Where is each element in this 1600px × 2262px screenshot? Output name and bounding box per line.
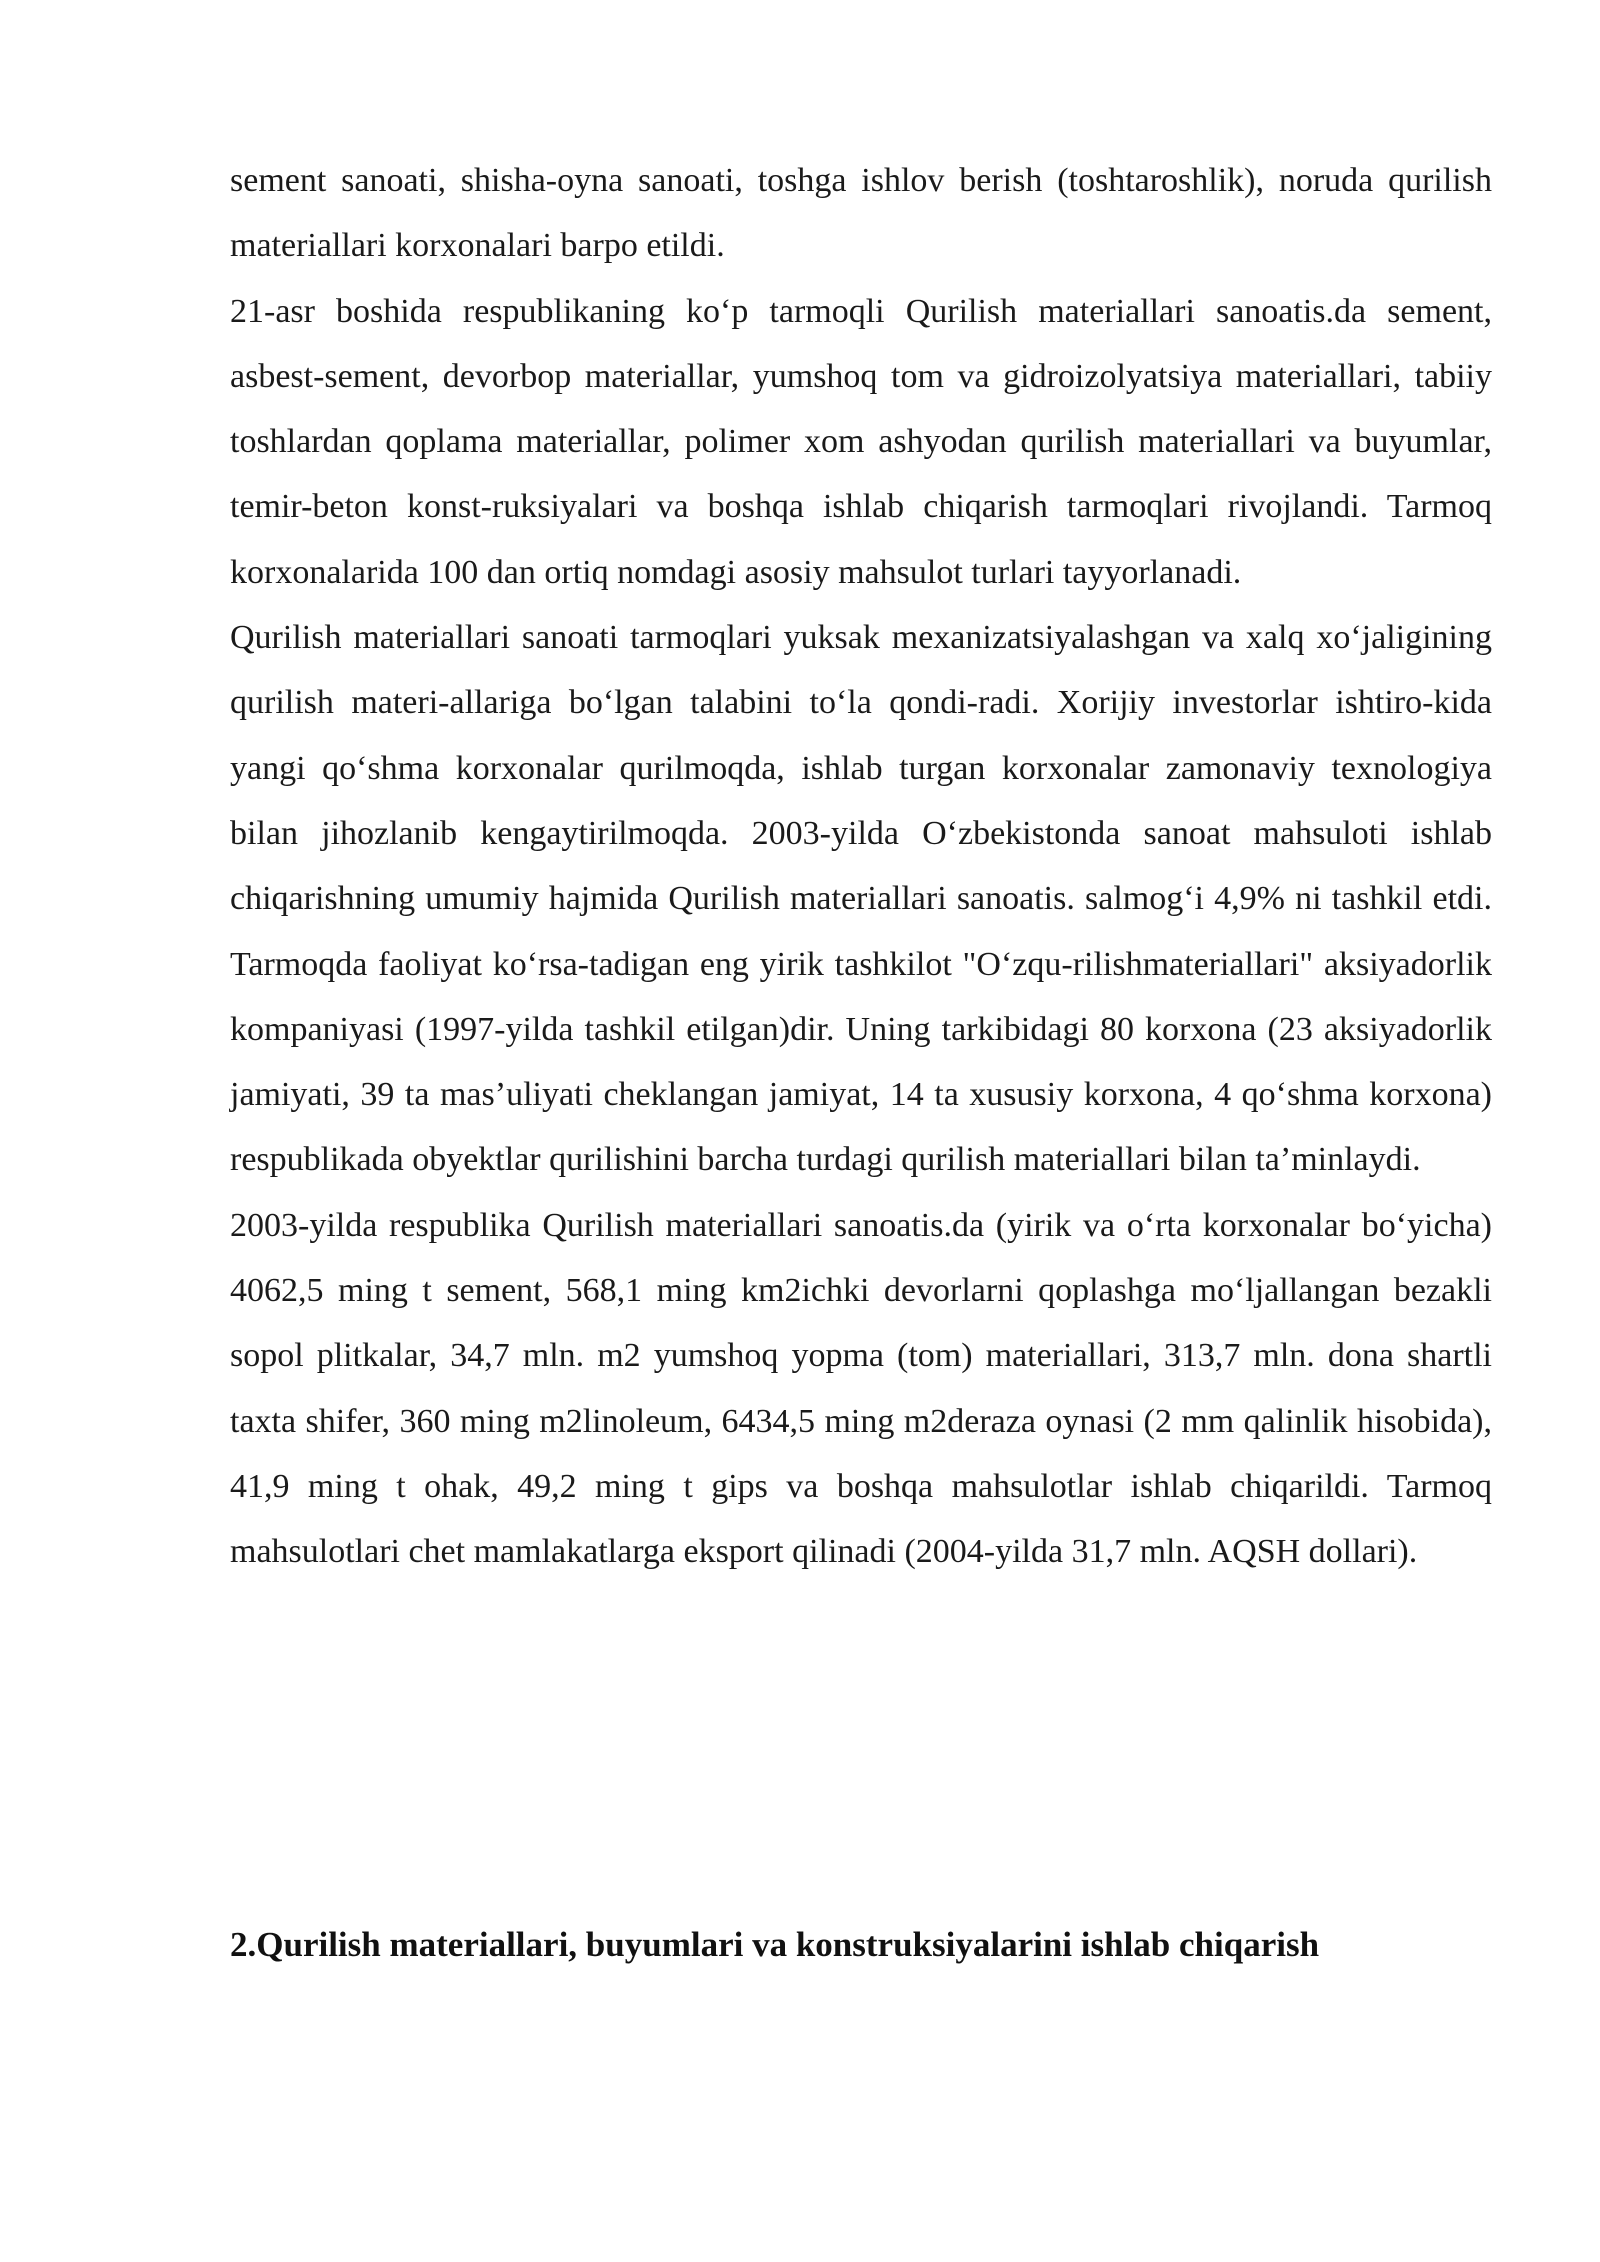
section-heading: 2.Qurilish materiallari, buyumlari va konstruksiyalarini ishlab chiqarish — [230, 1925, 1320, 1964]
paragraph-3: Qurilish materiallari sanoati tarmoqlari yuksak mexanizatsiyalashgan va xalq xo‘jaligining qurilish materi-allariga bo‘lgan talabini to‘la qondi-radi. Xorijiy investorlar ishtiro-kida yangi qo‘shma korxonalar qurilmoqda, ishlab turgan korxonalar zamonaviy texnologiya bilan jihozlanib kengaytirilmoqda. 2003-yilda O‘zbekistonda sanoat mahsuloti ishlab chiqarishning umumiy hajmida Qurilish materiallari sanoatis. salmog‘i 4,9% ni tashkil etdi. Tarmoqda faoliyat ko‘rsa-tadigan eng yirik tashkilot "O‘zqu-rilishmateriallari" aksiyadorlik kompaniyasi (1997-yilda tashkil etilgan)dir. Uning tarkibidagi 80 korxona (23 aksiyadorlik jamiyati, 39 ta mas’uliyati cheklangan jamiyat, 14 ta xususiy korxona, 4 qo‘shma korxona) respublikada obyektlar qurilishini barcha turdagi qurilish materiallari bilan ta’minlaydi. — [230, 619, 1492, 1179]
paragraph-1: sement sanoati, shisha-oyna sanoati, toshga ishlov berish (toshtaroshlik), noruda qurilish materiallari korxonalari barpo etildi. — [230, 162, 1492, 265]
body-text — [230, 148, 1492, 1585]
paragraph-2: 21-asr boshida respublikaning ko‘p tarmoqli Qurilish materiallari sanoatis.da sement, asbest-sement, devorbop materiallar, yumshoq tom va gidroizolyatsiya materiallari, tabiiy toshlardan qoplama materiallar, polimer xom ashyodan qurilish materiallari va buyumlar, temir-beton konst-ruksiyalari va boshqa ishlab chiqarish tarmoqlari rivojlandi. Tarmoq korxonalarida 100 dan ortiq nomdagi asosiy mahsulot turlari tayyorlanadi. — [230, 292, 1492, 591]
paragraph-4: 2003-yilda respublika Qurilish materiallari sanoatis.da (yirik va o‘rta korxonalar bo‘yicha) 4062,5 ming t sement, 568,1 ming km2ichki devorlarni qoplashga mo‘ljallangan bezakli sopol plitkalar, 34,7 mln. m2 yumshoq yopma (tom) materiallari, 313,7 mln. dona shartli taxta shifer, 360 ming m2linoleum, 6434,5 ming m2deraza oynasi (2 mm qalinlik hisobida), 41,9 ming t ohak, 49,2 ming t gips va boshqa mahsulotlar ishlab chiqarildi. Tarmoq mahsulotlari chet mamlakatlarga eksport qilinadi (2004-yilda 31,7 mln. AQSH dollari). — [230, 1206, 1492, 1571]
